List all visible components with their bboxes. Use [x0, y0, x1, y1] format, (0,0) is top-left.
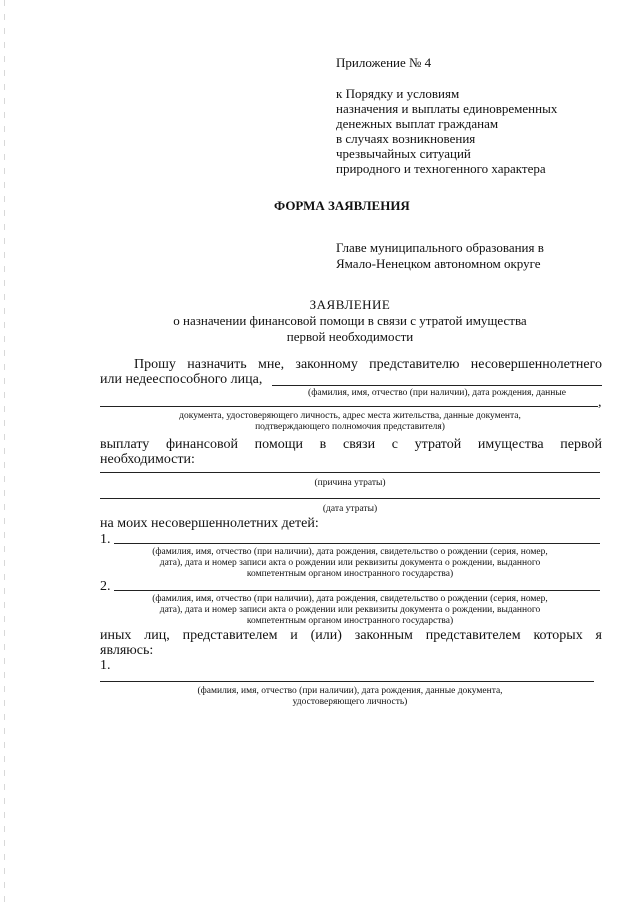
other-1-hint-1: (фамилия, имя, отчество (при наличии), дата рождения, данные документа,: [197, 686, 503, 696]
statement-subtitle-1: о назначении финансовой помощи в связи с утратой имущества: [173, 313, 527, 328]
other-1-number: 1.: [100, 658, 111, 673]
applicant-field-line-1[interactable]: [272, 385, 602, 386]
appendix-line-5: чрезвычайных ситуаций: [336, 146, 471, 161]
request-line-1: Прошу назначить мне, законному представителю несовершеннолетнего: [134, 357, 602, 372]
child-1-hint-1: (фамилия, имя, отчество (при наличии), дата рождения, свидетельство о рождении (серия, номер,: [152, 547, 548, 557]
appendix-line-1: к Порядку и условиям: [336, 86, 460, 101]
child-1-field-line[interactable]: [114, 543, 600, 544]
reason-field-line[interactable]: [100, 472, 600, 473]
hint-applicant-2: документа, удостоверяющего личность, адрес места жительства, данные документа,: [179, 411, 521, 421]
others-line-1: иных лиц, представителем и (или) законным представителем которых я: [100, 628, 602, 643]
date-field-line[interactable]: [100, 498, 600, 499]
hint-applicant-1: (фамилия, имя, отчество (при наличии), дата рождения, данные: [308, 388, 566, 398]
child-2-hint-3: компетентным органом иностранного государства): [246, 616, 454, 626]
other-1-field-line[interactable]: [100, 681, 594, 682]
appendix-line-3: денежных выплат гражданам: [336, 116, 499, 131]
applicant-comma: ,: [598, 395, 602, 410]
child-2-field-line[interactable]: [114, 590, 600, 591]
payment-line-1: выплату финансовой помощи в связи с утратой имущества первой: [100, 437, 602, 452]
hint-reason: (причина утраты): [314, 478, 386, 488]
appendix-line-4: в случаях возникновения: [336, 131, 476, 146]
child-2-hint-1: (фамилия, имя, отчество (при наличии), дата рождения, свидетельство о рождении (серия, номер,: [152, 594, 548, 604]
form-title: ФОРМА ЗАЯВЛЕНИЯ: [274, 198, 410, 213]
children-heading: на моих несовершеннолетних детей:: [100, 516, 319, 531]
child-2-hint-2: дата), дата и номер записи акта о рождении или реквизиты документа о рождении, выданного: [159, 605, 541, 615]
scan-edge-artifact: [4, 0, 5, 905]
statement-subtitle-2: первой необходимости: [286, 329, 414, 344]
appendix-number: Приложение № 4: [336, 55, 432, 70]
addressee-line-2: Ямало-Ненецком автономном округе: [336, 256, 541, 271]
appendix-line-6: природного и техногенного характера: [336, 161, 546, 176]
child-2-number: 2.: [100, 579, 111, 594]
others-line-2: являюсь:: [100, 643, 154, 658]
statement-title: ЗАЯВЛЕНИЕ: [309, 297, 391, 312]
other-1-hint-2: удостоверяющего личность): [292, 697, 408, 707]
request-line-2: или недееспособного лица,: [100, 372, 263, 387]
addressee-line-1: Главе муниципального образования в: [336, 240, 544, 255]
appendix-line-2: назначения и выплаты единовременных: [336, 101, 558, 116]
applicant-field-line-2[interactable]: [100, 406, 598, 407]
payment-line-2: необходимости:: [100, 452, 195, 467]
hint-applicant-3: подтверждающего полномочия представителя): [255, 422, 445, 432]
child-1-hint-3: компетентным органом иностранного государства): [246, 569, 454, 579]
child-1-hint-2: дата), дата и номер записи акта о рождении или реквизиты документа о рождении, выданного: [159, 558, 541, 568]
hint-date: (дата утраты): [322, 504, 378, 514]
child-1-number: 1.: [100, 532, 111, 547]
